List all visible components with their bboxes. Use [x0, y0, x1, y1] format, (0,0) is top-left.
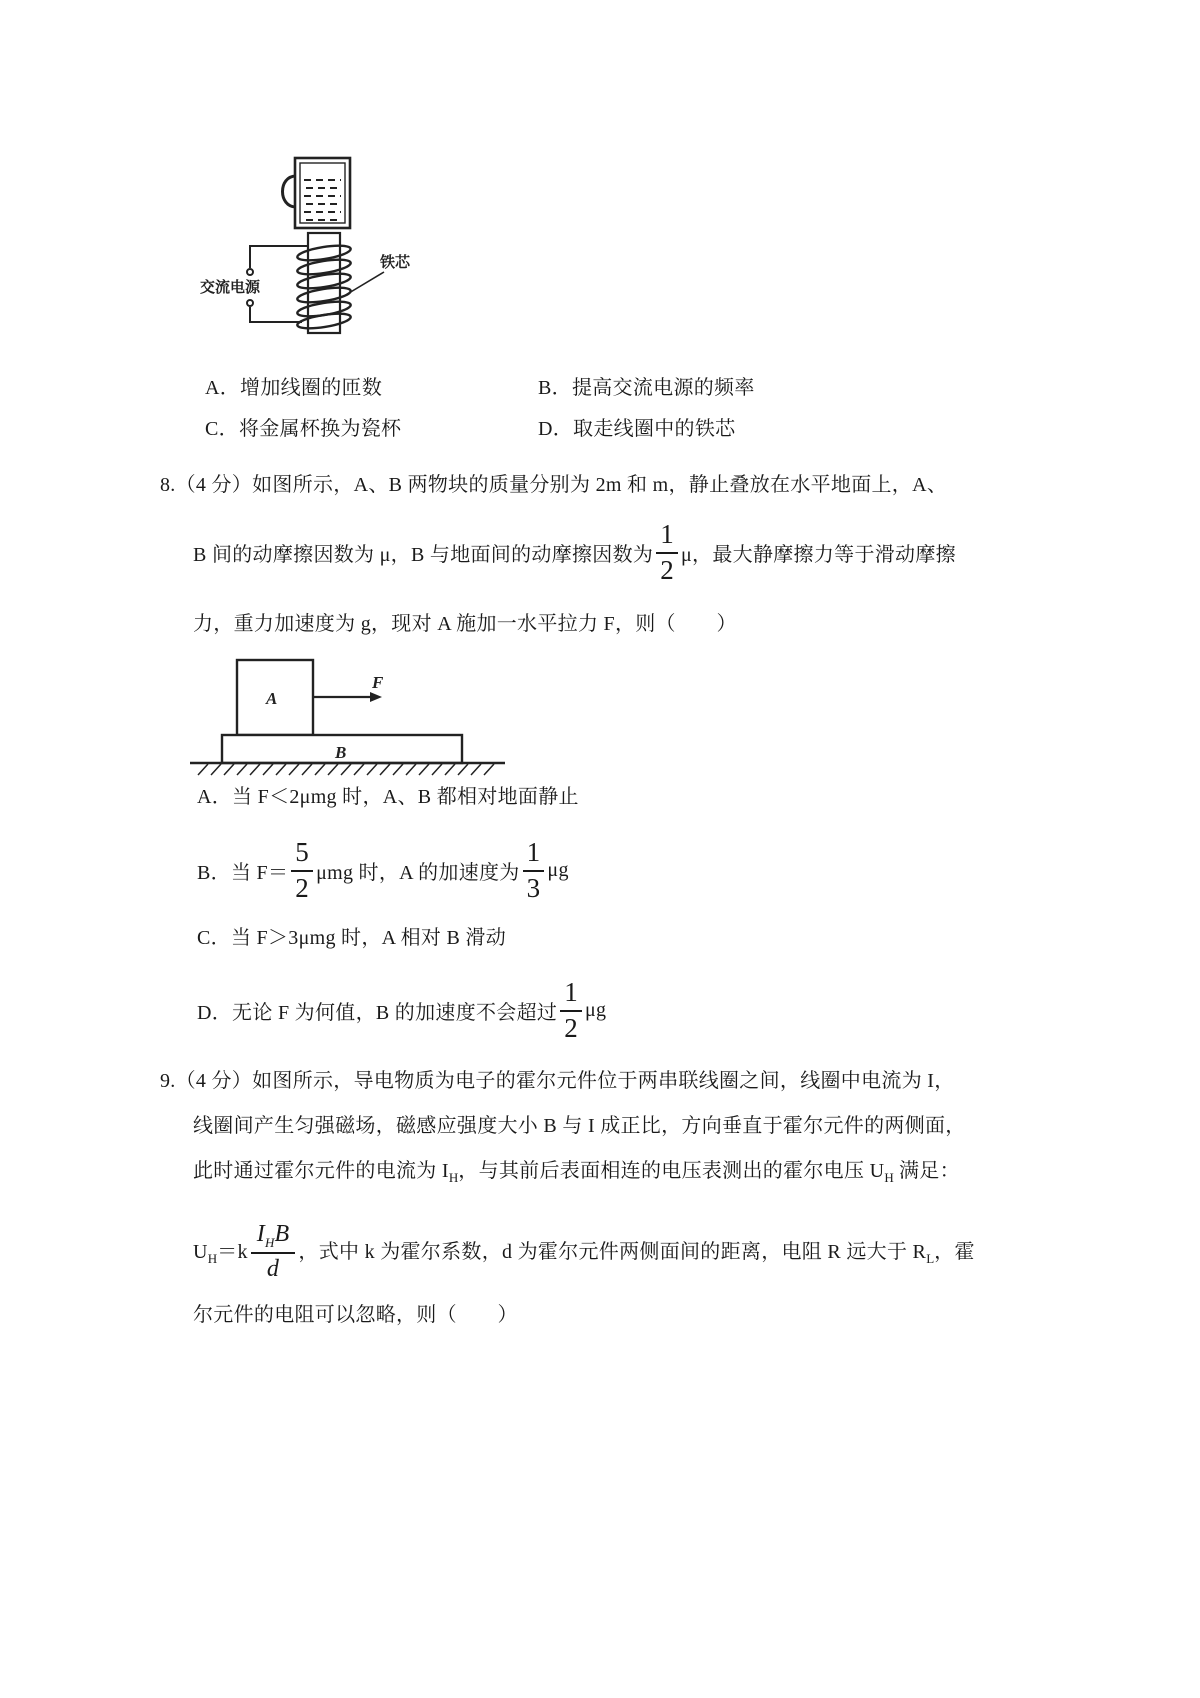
q9-hall-formula-line	[193, 1208, 975, 1294]
q8-option-b-mid: μmg 时，A 的加速度为	[316, 861, 520, 884]
q8-line2-post: μ，最大静摩擦力等于滑动摩擦	[681, 543, 956, 566]
q8-option-b-post: μg	[547, 858, 569, 881]
fraction-five-halves: $\frac{5}{2}$	[291, 838, 313, 902]
q8-stem-line1: 8.（4 分）如图所示，A、B 两物块的质量分别为 2m 和 m，静止叠放在水平地面上，A、	[160, 474, 948, 496]
q8-stem-line3: 力，重力加速度为 g，现对 A 施加一水平拉力 F，则（ ）	[193, 613, 737, 635]
block-b-label: B	[335, 743, 347, 762]
induction-heating-figure	[195, 140, 445, 340]
fraction-one-third: $\frac{1}{3}$	[523, 838, 545, 902]
q8-option-b-pre: B．当 F＝	[197, 861, 289, 884]
force-arrow	[313, 692, 382, 702]
iron-core-label: 铁芯	[380, 255, 411, 271]
fraction-one-half: $\frac{1}{2}$	[560, 978, 582, 1042]
ground-hatching	[198, 764, 494, 775]
hall-voltage-symbol: $U_H=k$	[193, 1241, 248, 1266]
q8-option-d	[197, 968, 606, 1052]
block-a-label: A	[266, 689, 278, 708]
q8-option-a: A．当 F＜2μmg 时，A、B 都相对地面静止	[197, 786, 579, 808]
q8-option-d-pre: D．无论 F 为何值，B 的加速度不会超过	[197, 1001, 558, 1024]
subscript-h: H	[265, 1234, 275, 1250]
q9-stem-line5: 尔元件的电阻可以忽略，则（ ）	[193, 1304, 518, 1326]
subscript-l: L	[926, 1251, 935, 1266]
subscript-h: H	[207, 1251, 218, 1266]
q9-stem-line2: 线圈间产生匀强磁场，磁感应强度大小 B 与 I 成正比，方向垂直于霍尔元件的两侧面，	[193, 1115, 966, 1137]
hall-formula-fraction: $\frac{I_HB}{d}$	[251, 1221, 296, 1282]
q8-stem-line2	[193, 512, 956, 592]
metal-cup	[283, 158, 351, 228]
blocks-figure	[185, 650, 515, 785]
q7-option-c: C．将金属杯换为瓷杯	[205, 418, 402, 440]
q7-option-b: B．提高交流电源的频率	[538, 377, 755, 399]
subscript-h: H	[884, 1170, 894, 1185]
q9-formula-post: ，式中 k 为霍尔系数，d 为霍尔元件两侧面间的距离，电阻 R 远大于 $R_L$，霍	[298, 1241, 975, 1266]
q9-stem-line3: 此时通过霍尔元件的电流为 $I_H$，与其前后表面相连的电压表测出的霍尔电压 $U_H$ 满足：	[193, 1160, 960, 1185]
q7-option-a: A．增加线圈的匝数	[205, 377, 383, 399]
q7-option-d: D．取走线圈中的铁芯	[538, 418, 736, 440]
ac-power-label: 交流电源	[200, 280, 261, 296]
q8-option-c: C．当 F＞3μmg 时，A 相对 B 滑动	[197, 927, 507, 949]
q9-stem-line1: 9.（4 分）如图所示，导电物质为电子的霍尔元件位于两串联线圈之间，线圈中电流为 I，	[160, 1070, 955, 1092]
q8-option-d-post: μg	[585, 998, 607, 1021]
q8-option-b	[197, 830, 569, 910]
force-label: F	[372, 673, 384, 692]
q8-line2-pre: B 间的动摩擦因数为 μ，B 与地面间的动摩擦因数为	[193, 543, 654, 566]
subscript-h: H	[448, 1170, 459, 1185]
fraction-one-half: $\frac{1}{2}$	[656, 520, 678, 584]
